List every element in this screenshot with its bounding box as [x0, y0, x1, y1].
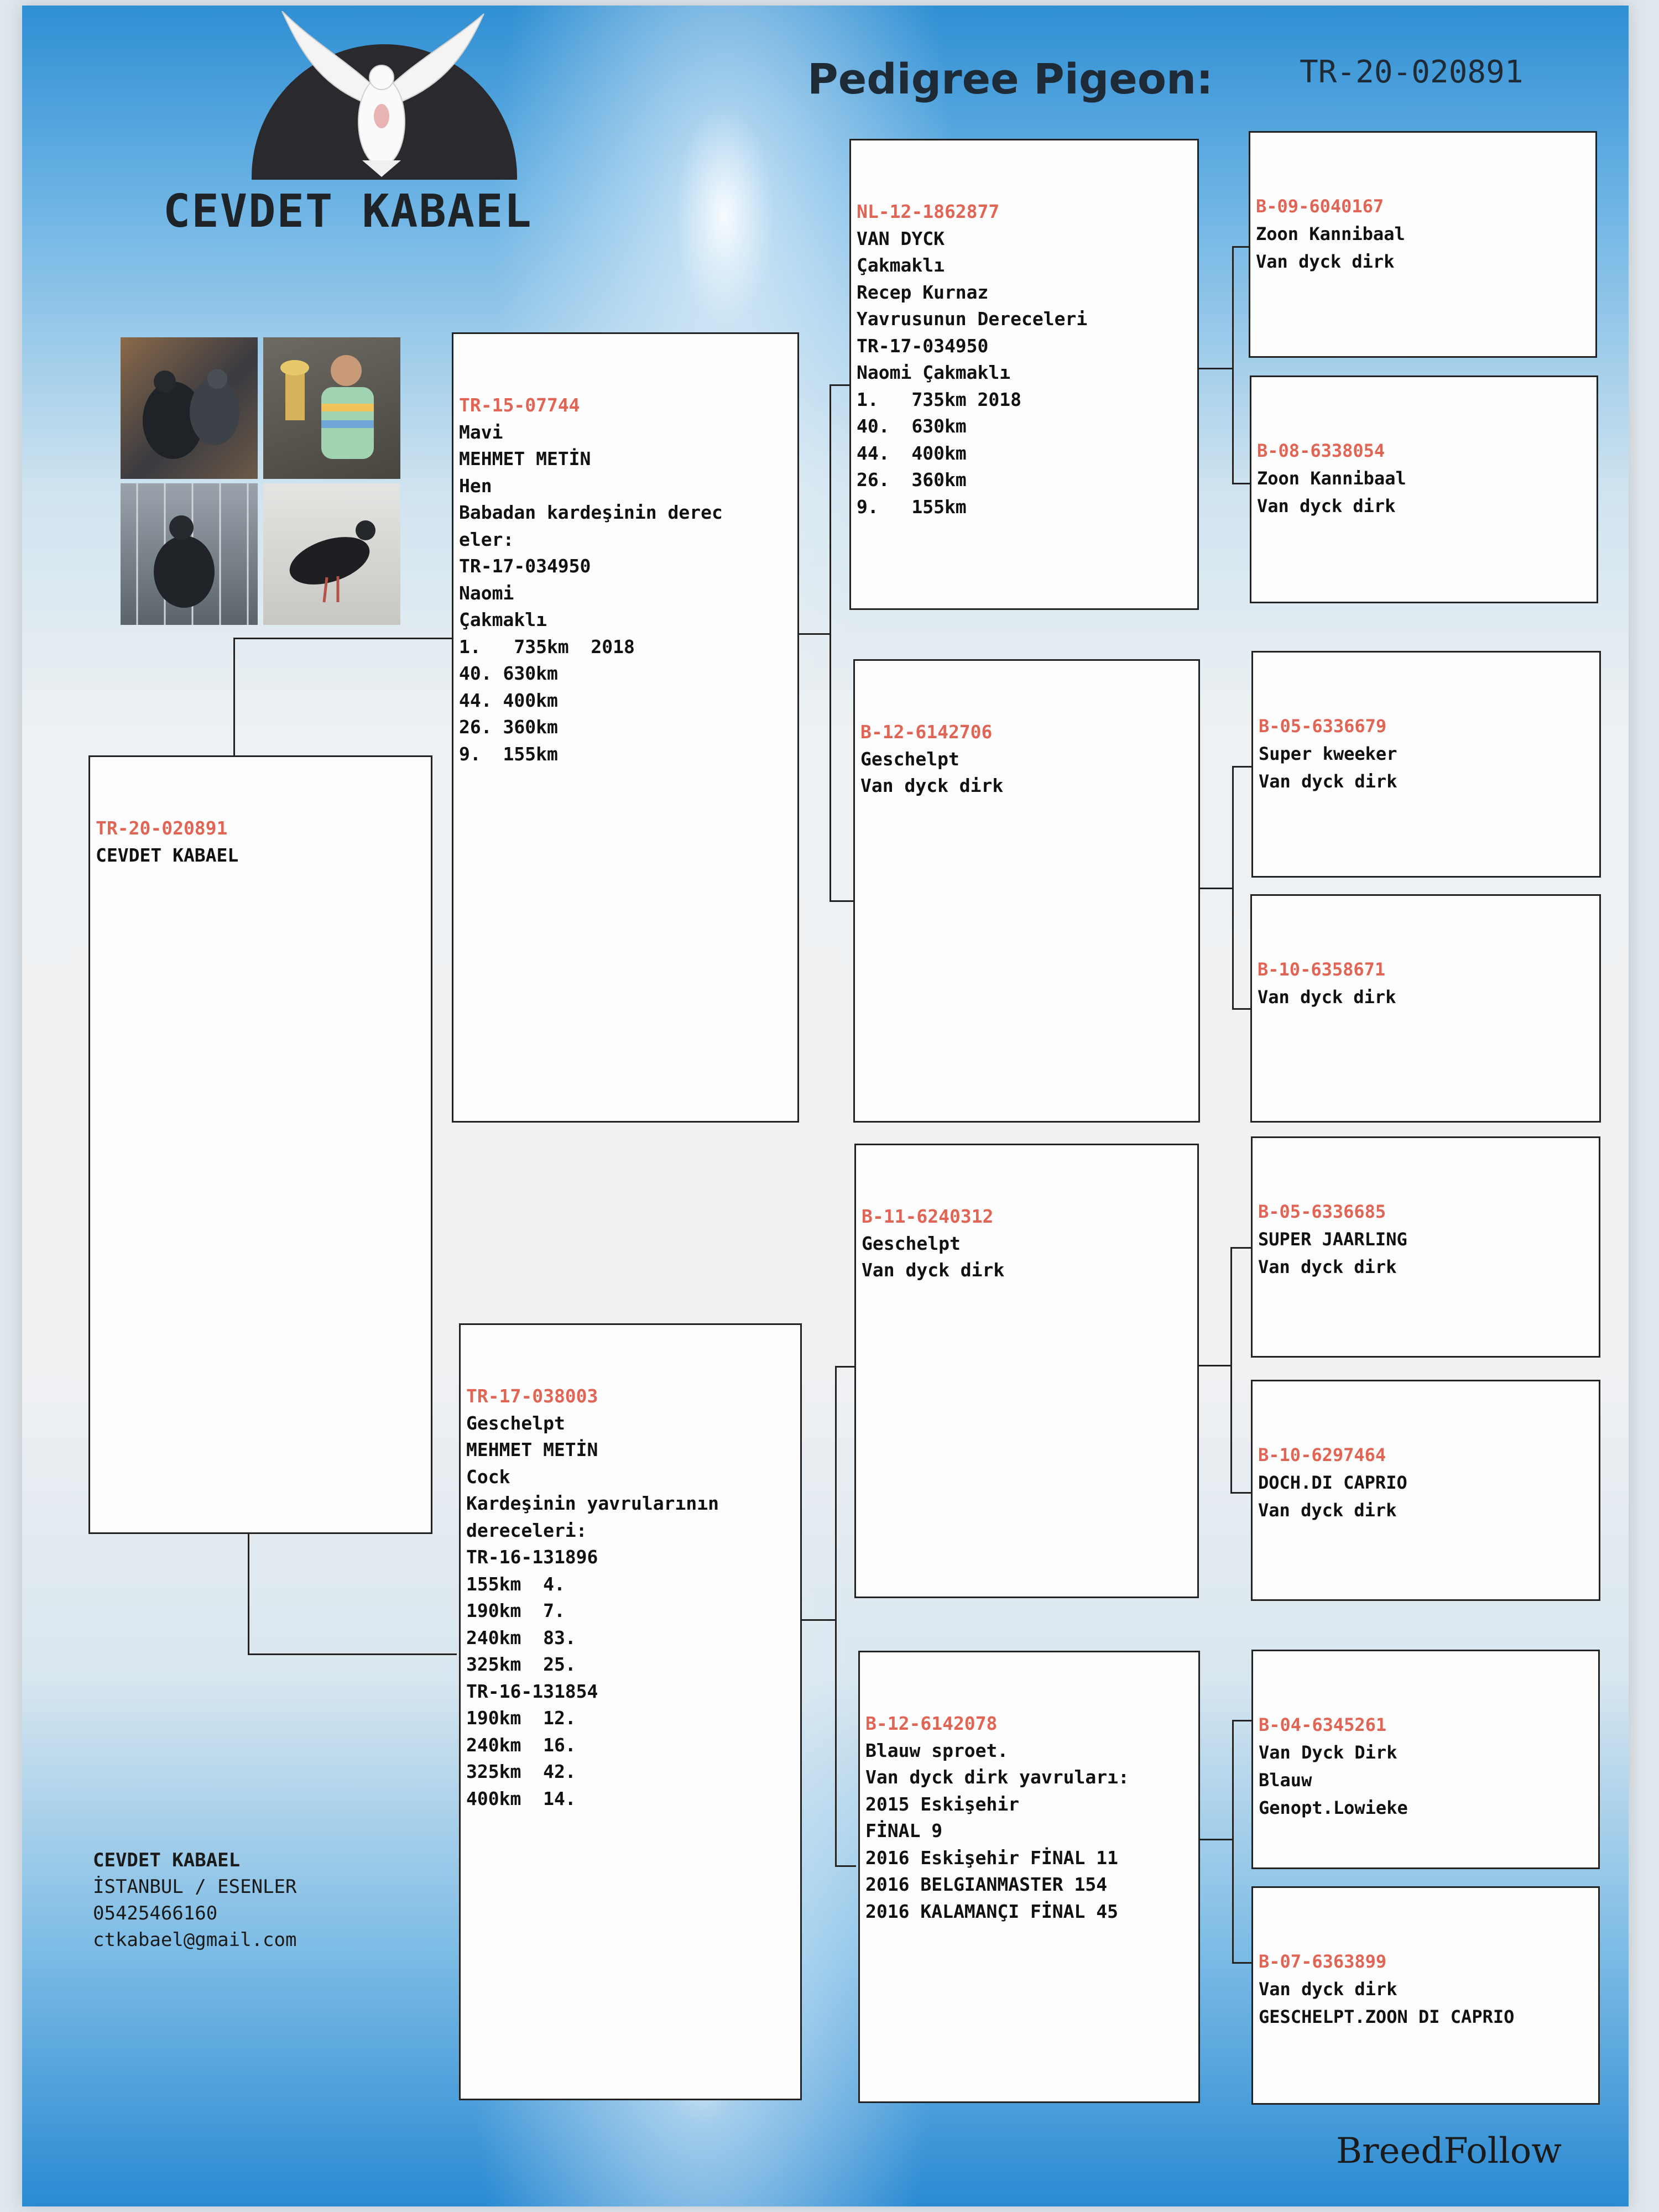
dam-ring: TR-17-038003: [466, 1385, 598, 1407]
dam-line: dereceleri:: [466, 1519, 587, 1541]
gen4-card-5: [1251, 1136, 1600, 1358]
gen3-line: 2016 BELGIANMASTER 154: [865, 1874, 1108, 1895]
contact-email: ctkabael@gmail.com: [93, 1929, 297, 1951]
sire-card: [452, 332, 799, 1123]
connector-dam-mid: [801, 1619, 835, 1621]
gen3-line: Geschelpt: [862, 1232, 961, 1254]
gen4-line: Van dyck dirk: [1258, 987, 1396, 1008]
dam-line: 240km 83.: [466, 1626, 576, 1648]
gen3-line: Çakmaklı: [857, 254, 945, 276]
gen3-ring: B-12-6142706: [860, 721, 993, 743]
pigeon-standing-photo: [263, 483, 400, 625]
sire-line: eler:: [459, 528, 514, 550]
gen3-line: Recep Kurnaz: [857, 281, 989, 303]
gen3-line: Naomi Çakmaklı: [857, 362, 1011, 383]
dam-line: TR-16-131896: [466, 1546, 598, 1568]
sire-line: Çakmaklı: [459, 609, 547, 630]
dam-line: Kardeşinin yavrularının: [466, 1493, 719, 1514]
gen3-line: FİNAL 9: [865, 1820, 943, 1841]
gen4-line: GESCHELPT.ZOON DI CAPRIO: [1259, 2006, 1515, 2027]
contact-city: İSTANBUL / ESENLER: [93, 1876, 297, 1898]
sire-line: 44. 400km: [459, 689, 558, 711]
contact-phone: 05425466160: [93, 1902, 218, 1924]
sire-line: 9. 155km: [459, 743, 558, 765]
gen4-line: Van dyck dirk: [1258, 1500, 1397, 1521]
sire-line: Babadan kardeşinin derec: [459, 502, 723, 523]
owner-trophy-photo: [263, 337, 400, 479]
gen4-card-2: [1250, 375, 1598, 603]
gen4-line: Van dyck dirk: [1258, 1256, 1397, 1277]
dam-line: 240km 16.: [466, 1734, 576, 1756]
gen3-line: TR-17-034950: [857, 335, 989, 357]
gen3-line: 44. 400km: [857, 442, 967, 464]
sire-line: 40. 630km: [459, 662, 558, 684]
gen3-line: Blauw sproet.: [865, 1739, 1009, 1761]
gen4-line: Blauw: [1259, 1770, 1312, 1791]
gen4-ring: B-07-6363899: [1259, 1951, 1387, 1972]
gen3-card-4: [858, 1651, 1200, 2103]
pigeon-pair-photo: [121, 337, 258, 479]
gen4-card-1: [1249, 131, 1597, 358]
contact-name: CEVDET KABAEL: [93, 1849, 241, 1871]
gen3-ring: NL-12-1862877: [857, 201, 1000, 222]
gen3-line: 2016 KALAMANÇI FİNAL 45: [865, 1900, 1118, 1922]
dam-line: 190km 12.: [466, 1707, 576, 1729]
gen3-line: Van dyck dirk: [862, 1259, 1005, 1281]
gen3-line: Yavrusunun Dereceleri: [857, 308, 1088, 330]
sire-line: 1. 735km 2018: [459, 635, 635, 658]
connector-dam: [248, 1532, 457, 1655]
gen4-line: DOCH.DI CAPRIO: [1258, 1472, 1407, 1493]
dam-line: 325km 42.: [466, 1761, 576, 1782]
subject-card: [88, 755, 432, 1534]
connector-dam-parents: [835, 1366, 856, 1867]
dam-line: Geschelpt: [466, 1412, 565, 1434]
gen4-line: Van dyck dirk: [1257, 495, 1396, 517]
gen4-ring: B-04-6345261: [1259, 1714, 1387, 1735]
gen4-line: Van dyck dirk: [1259, 1979, 1397, 2000]
gen4-ring: B-09-6040167: [1256, 196, 1384, 217]
gen4-line: Zoon Kannibaal: [1256, 223, 1405, 244]
gen3-ring: B-12-6142078: [865, 1713, 998, 1734]
connector-g3-3-mid: [1199, 1365, 1230, 1366]
gen3-line: 1. 735km 2018: [857, 388, 1022, 410]
dam-line: MEHMET METİN: [466, 1439, 598, 1460]
pigeon-in-cage-photo: [121, 483, 258, 625]
subject-ring: TR-20-020891: [96, 817, 228, 839]
gen3-line: 9. 155km: [857, 495, 967, 518]
dam-line: 155km 4.: [466, 1573, 565, 1595]
dam-line: Cock: [466, 1465, 510, 1488]
dam-line: 190km 7.: [466, 1600, 565, 1621]
pedigree-sheet: [22, 6, 1629, 2206]
gen4-ring: B-08-6338054: [1257, 440, 1385, 461]
gen4-line: Van dyck dirk: [1259, 771, 1397, 792]
gen4-line: Zoon Kannibaal: [1257, 468, 1406, 489]
gen4-ring: B-10-6358671: [1258, 959, 1386, 980]
gen4-line: Van Dyck Dirk: [1259, 1742, 1397, 1763]
connector-g3-4-mid: [1200, 1839, 1232, 1840]
sire-line: Naomi: [459, 582, 514, 604]
gen3-ring: B-11-6240312: [862, 1206, 994, 1227]
gen4-card-7: [1251, 1650, 1600, 1869]
title-ring-number: TR-20-020891: [1300, 54, 1524, 90]
sire-line: TR-17-034950: [459, 555, 591, 577]
sire-line: MEHMET METİN: [459, 448, 591, 469]
dove-logo-icon: [265, 11, 498, 177]
sire-line: 26. 360km: [459, 716, 558, 738]
connector-sire: [233, 638, 453, 758]
gen4-card-8: [1251, 1886, 1600, 2105]
connector-g3-2-mid: [1199, 888, 1232, 889]
gen4-line: Genopt.Lowieke: [1259, 1797, 1408, 1818]
dam-line: TR-16-131854: [466, 1680, 598, 1702]
gen4-card-3: [1251, 651, 1601, 878]
gen3-line: Van dyck dirk: [860, 775, 1004, 796]
gen4-ring: B-05-6336685: [1258, 1201, 1386, 1222]
gen3-card-2: [853, 659, 1200, 1123]
gen3-line: Geschelpt: [860, 748, 959, 770]
sire-ring: TR-15-07744: [459, 394, 580, 416]
dam-line: 400km 14.: [466, 1787, 576, 1809]
gen3-line: 2016 Eskişehir FİNAL 11: [865, 1846, 1118, 1869]
gen4-line: SUPER JAARLING: [1258, 1229, 1407, 1250]
breedfollow-watermark: BreedFollow: [1336, 2131, 1562, 2172]
gen4-ring: B-05-6336679: [1259, 716, 1387, 737]
gen3-line: 26. 360km: [857, 469, 967, 491]
gen4-line: Super kweeker: [1259, 743, 1397, 764]
photo-collage: [121, 337, 400, 625]
sire-line: Mavi: [459, 421, 503, 443]
gen4-line: Van dyck dirk: [1256, 251, 1395, 272]
brand-name: CEVDET KABAEL: [163, 185, 533, 238]
contact-info: [93, 1847, 296, 1953]
gen3-card-3: [854, 1144, 1199, 1598]
subject-line: CEVDET KABAEL: [96, 844, 239, 866]
gen4-card-6: [1251, 1380, 1600, 1601]
gen4-card-4: [1250, 894, 1601, 1123]
connector-g3-1-mid: [1197, 368, 1232, 369]
page-title: Pedigree Pigeon:: [807, 54, 1213, 103]
gen3-line: VAN DYCK: [857, 227, 945, 249]
gen3-line: 40. 630km: [857, 415, 967, 437]
dam-card: [459, 1323, 802, 2100]
gen3-line: 2015 Eskişehir: [865, 1793, 1020, 1815]
connector-sire-mid: [797, 633, 830, 635]
gen3-card-1: [849, 139, 1199, 610]
gen3-line: Van dyck dirk yavruları:: [865, 1766, 1129, 1788]
gen4-ring: B-10-6297464: [1258, 1444, 1386, 1465]
dam-line: 325km 25.: [466, 1653, 576, 1675]
sire-line: Hen: [459, 474, 492, 497]
